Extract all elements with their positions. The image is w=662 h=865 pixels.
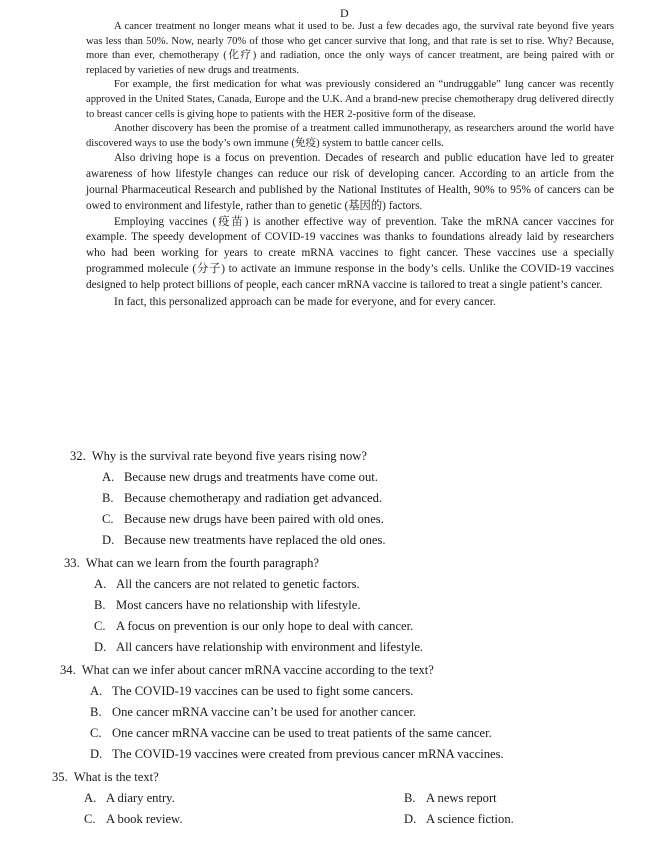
question-stem (60, 660, 632, 681)
question-text: What can we learn from the fourth paragraph? (85, 556, 319, 570)
question-32 (52, 446, 632, 551)
option-text: A book review. (106, 812, 183, 826)
option-letter: A. (90, 684, 103, 698)
option-text: Because new treatments have replaced the old ones. (124, 533, 386, 547)
option-letter: C. (102, 512, 114, 526)
question-list (52, 446, 632, 832)
option-letter: D. (102, 533, 115, 547)
option-letter: A. (94, 577, 107, 591)
option-text: A news report (426, 791, 497, 805)
option-c[interactable] (90, 723, 632, 744)
question-stem (64, 553, 632, 574)
option-a[interactable] (84, 788, 404, 809)
question-text: What can we infer about cancer mRNA vaccine according to the text? (81, 663, 434, 677)
option-letter: C. (94, 619, 106, 633)
option-c[interactable] (102, 509, 632, 530)
passage-paragraph-6: In fact, this personalized approach can be made for everyone, and for every cancer. (114, 295, 496, 308)
passage-label: D (340, 6, 349, 20)
option-text: Because new drugs and treatments have come out. (124, 470, 378, 484)
option-text: A diary entry. (106, 791, 175, 805)
option-b[interactable] (102, 488, 632, 509)
option-d[interactable] (404, 809, 644, 830)
option-text: One cancer mRNA vaccine can be used to treat patients of the same cancer. (112, 726, 492, 740)
option-c[interactable] (84, 809, 404, 830)
passage-paragraph-4: Also driving hope is a focus on prevention. Decades of research and public education have led to greater awareness of how lifestyle changes can reduce our risk of developing cancer. According to an article from the journal Pharmaceutical Research and published by the National Institutes of Health, 90% to 95% of cancers can be owed to environment and lifestyle, rather than to genetic (基因的) factors. (86, 152, 614, 212)
option-letter: A. (84, 791, 97, 805)
reading-passage (86, 20, 614, 310)
option-text: All the cancers are not related to genetic factors. (116, 577, 360, 591)
question-number: 35. (52, 770, 68, 784)
question-34 (52, 660, 632, 765)
question-33 (52, 553, 632, 658)
option-b[interactable] (404, 788, 644, 809)
question-stem (52, 767, 632, 788)
option-d[interactable] (102, 530, 632, 551)
option-text: One cancer mRNA vaccine can’t be used for another cancer. (112, 705, 416, 719)
question-number: 33. (64, 556, 80, 570)
option-grid (84, 788, 632, 830)
question-number: 32. (70, 449, 86, 463)
option-text: A focus on prevention is our only hope to deal with cancer. (116, 619, 414, 633)
option-letter: C. (90, 726, 102, 740)
passage-paragraph-2: For example, the first medication for what was previously considered an “undruggable” lung cancer was recently approved in the United States, Canada, Europe and the U.K. And a brand-new precise chemotherapy drug delivered directly to breast cancer cells is giving hope to patients with the HER 2-positive form of the disease. (86, 79, 614, 120)
question-stem (70, 446, 632, 467)
option-b[interactable] (94, 595, 632, 616)
option-letter: B. (102, 491, 114, 505)
passage-paragraph-1: A cancer treatment no longer means what it used to be. Just a few decades ago, the survival rate beyond five years was less than 50%. Now, nearly 70% of those who get cancer survive that long, and that rate is set to rise. Why? Because, more than ever, chemotherapy (化疗) and radiation, once the only ways of cancer treatment, are being paired with or replaced by varieties of new drugs and treatments. (86, 21, 614, 76)
passage-paragraph-5: Employing vaccines (疫苗) is another effective way of prevention. Take the mRNA cancer vaccines for example. The speedy development of COVID-19 vaccines was thanks to foundations already laid by researchers who had been working for years to create mRNA vaccines to fight cancer. These vaccines use a specially programmed molecule (分子) to activate an immune response in the body’s cells. Unlike the COVID-19 vaccines designed to help protect billions of people, each cancer mRNA vaccine is tailored to treat a single patient’s cancer. (86, 215, 614, 291)
option-a[interactable] (90, 681, 632, 702)
option-letter: D. (404, 812, 417, 826)
option-text: All cancers have relationship with environment and lifestyle. (116, 640, 424, 654)
option-letter: D. (94, 640, 107, 654)
option-text: Because chemotherapy and radiation get advanced. (124, 491, 383, 505)
option-a[interactable] (102, 467, 632, 488)
option-letter: C. (84, 812, 96, 826)
option-a[interactable] (94, 574, 632, 595)
question-text: What is the text? (73, 770, 159, 784)
question-number: 34. (60, 663, 76, 677)
option-letter: B. (94, 598, 106, 612)
question-35 (52, 767, 632, 830)
option-c[interactable] (94, 616, 632, 637)
passage-paragraph-3: Another discovery has been the promise of a treatment called immunotherapy, as researchers around the world have discovered ways to use the body’s own immune (免疫) system to battle cancer cells. (86, 123, 614, 149)
option-d[interactable] (90, 744, 632, 765)
option-letter: A. (102, 470, 115, 484)
option-text: Because new drugs have been paired with old ones. (124, 512, 384, 526)
option-text: Most cancers have no relationship with lifestyle. (116, 598, 361, 612)
option-text: A science fiction. (426, 812, 514, 826)
option-text: The COVID-19 vaccines were created from previous cancer mRNA vaccines. (112, 747, 504, 761)
option-letter: B. (90, 705, 102, 719)
option-letter: D. (90, 747, 103, 761)
option-letter: B. (404, 791, 416, 805)
question-text: Why is the survival rate beyond five years rising now? (91, 449, 367, 463)
option-d[interactable] (94, 637, 632, 658)
option-text: The COVID-19 vaccines can be used to fight some cancers. (112, 684, 414, 698)
option-b[interactable] (90, 702, 632, 723)
